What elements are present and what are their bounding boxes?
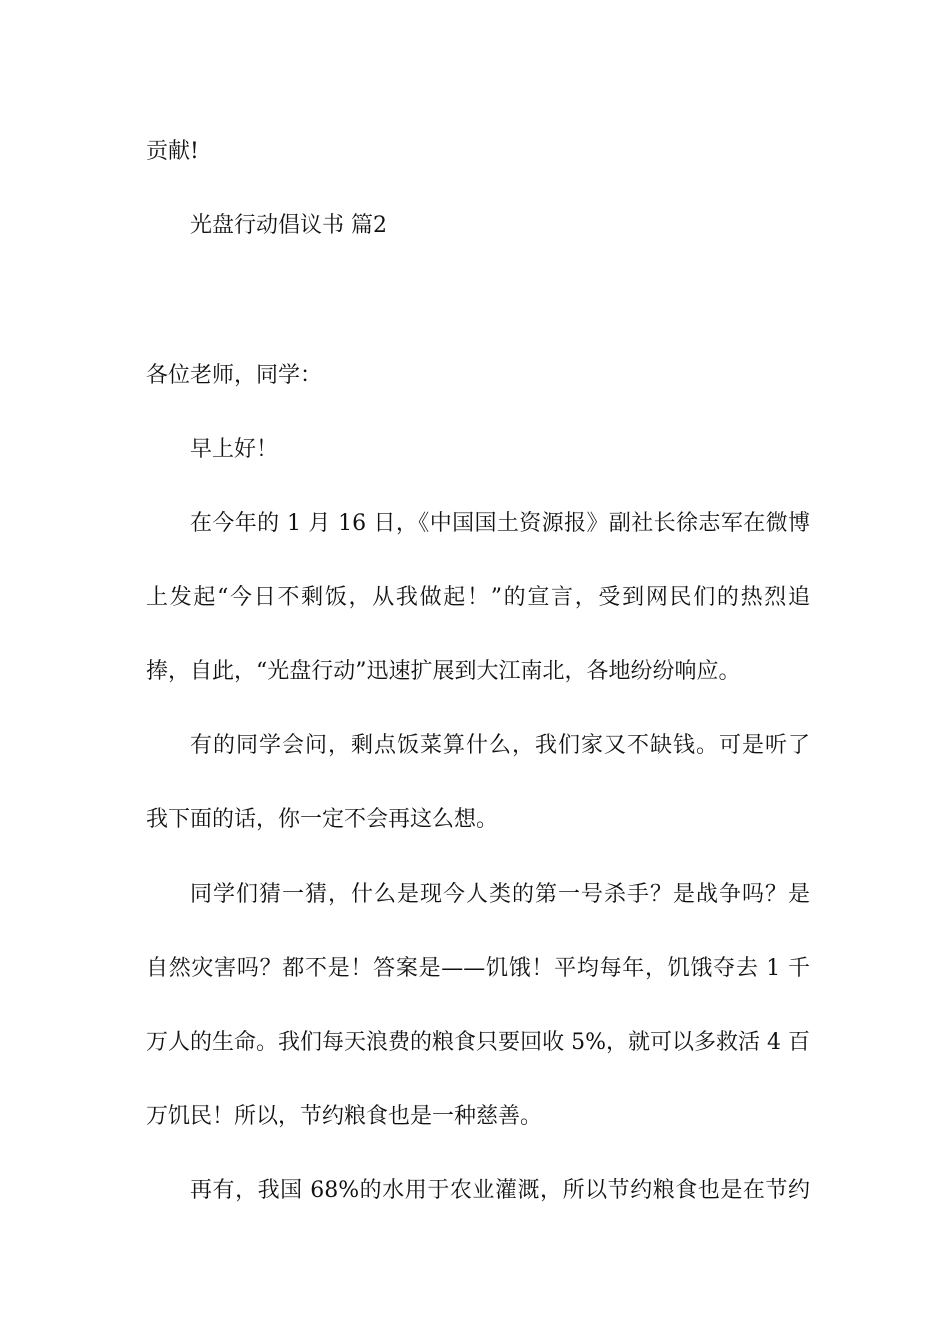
greeting: 早上好！ — [190, 437, 279, 462]
paragraph-line: 上发起“今日不剩饭，从我做起！”的宣言，受到网民们的热烈追 — [146, 585, 810, 610]
salutation: 各位老师，同学： — [146, 363, 323, 388]
paragraph-line: 万饥民！所以，节约粮食也是一种慈善。 — [146, 1104, 543, 1129]
text-line-fragment: 贡献! — [146, 139, 199, 164]
paragraph-line: 有的同学会问，剩点饭菜算什么，我们家又不缺钱。可是听了 — [190, 733, 810, 758]
paragraph-line: 捧，自此，“光盘行动”迅速扩展到大江南北，各地纷纷响应。 — [146, 659, 741, 684]
paragraph-line: 我下面的话，你一定不会再这么想。 — [146, 807, 499, 832]
paragraph-line: 再有，我国 68%的水用于农业灌溉，所以节约粮食也是在节约 — [190, 1178, 810, 1203]
paragraph-line: 同学们猜一猜，什么是现今人类的第一号杀手？是战争吗？是 — [190, 882, 810, 907]
paragraph-line: 自然灾害吗？都不是！答案是——饥饿！平均每年，饥饿夺去 1 千 — [146, 956, 810, 981]
paragraph-line: 在今年的 1 月 16 日，《中国国土资源报》副社长徐志军在微博 — [190, 511, 810, 536]
paragraph-line: 万人的生命。我们每天浪费的粮食只要回收 5%，就可以多救活 4 百 — [146, 1030, 810, 1055]
section-heading: 光盘行动倡议书 篇2 — [190, 213, 387, 238]
